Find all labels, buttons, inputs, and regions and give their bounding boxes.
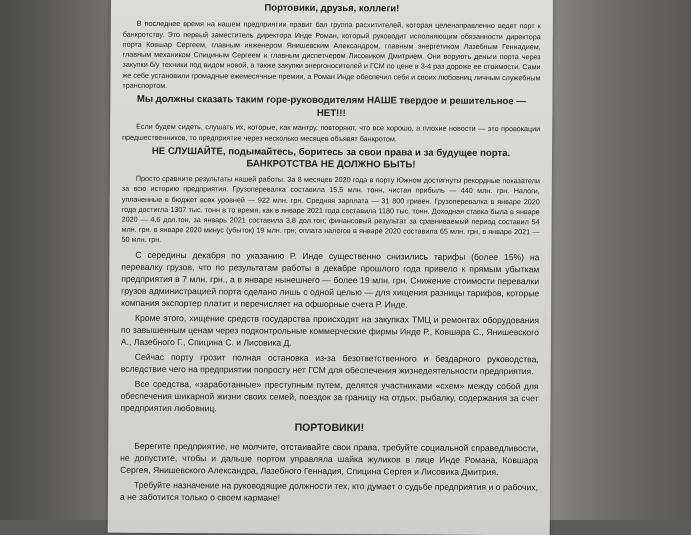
- paragraph-appeal: Берегите предприятие, не молчите, отстаивайте свои права, требуйте социальной справедливости, не допустите, чтобы и дальше портом управляла шайка жуликов в лице Инде Романа, Ковшара Сергея, Янишевского Александра, Лазебного Геннадия, Спицина Сергея и Лисовика Дмитрия.: [120, 440, 539, 478]
- paragraph-warning: Если будем сидеть, слушать их, которые, как мантру, повторяют, что все хорошо, а плохие новости — это провокации предшественников, то предприятие через несколько месяцев объявят банкротом.: [122, 122, 541, 143]
- heading-say-no: Мы должны сказать таким горе-руководителям НАШЕ твердое и решительное — НЕТ!!!: [136, 93, 526, 119]
- paragraph-funds: Все средства, «заработанные» преступным путем, делятся участниками «схем» между собой для обеспечения шикарной жизни своих семей, поездок за границу на отдых, рыбалку, содержания за счет предприятия любовниц.: [120, 378, 539, 414]
- leaflet-sheet: [108, 0, 553, 535]
- leaflet-title: Портовики, друзья, коллеги!: [264, 2, 400, 15]
- paragraph-stoppage: Сейчас порту грозит полная остановка из-за безответственного и бездарного руководства, вследствие чего на предприятии попросту нет ГСМ для обеспечения жизнедеятельности предприятия.: [120, 351, 539, 377]
- paragraph-procurement: Кроме этого, хищение средств государства происходят на закупках ТМЦ и ремонтах оборудования по завышенным ценам через подконтрольные коммерческие фирмы Инде Р., Ковшара С., Янишевского А., Лазебного Г., Спицина С. и Лисовика Д.: [120, 312, 540, 348]
- paragraph-results: Просто сравните результаты нашей работы. За 8 месяцев 2020 года в порту Южном достигнуты рекордные показатели за всю историю предприятия. Грузоперевалка составила 15,5 млн. тонн, чистая прибыль — 440 млн. грн. Налоги, уплаченные в бюджет всех уровней — 922 млн. грн. Средняя зарплата — 31 800 гривен. Грузоперевалка в январе 2020 года достигла 1307 тыс. тонн в то время, как в январе 2021 года составила 1180 тыс. тонн. Доходная ставка была в январе 2020 — 4,6 дол.тон, за январь 2021 составила 3,8 дол.тон; финансовый результат за сравниваемый период составил 54 млн. грн. в январе 2020 минус (убыток) 19 млн. грн; оплата налогов в январе 2020 составила 65 млн. грн, в январе 2021 — 50 млн. грн.: [121, 173, 540, 245]
- paragraph-demand: Требуйте назначение на руководящие должности тех, кто думает о судьбе предприятия и о рабочих, а не заботится только о своем кармане!: [119, 479, 539, 503]
- paragraph-tariffs: С середины декабря по указанию Р. Инде существенно снизились тарифы (более 15%) на перевалку грузов, что по результатам работы в декабре прошлого года привело к прямым убыткам предприятия в 7 млн. грн., а в январе нынешнего — более 19 млн. грн. Снижение стоимости перевалки грузов администрацией порта сделано лишь с одной целью — для хищения разницы тарифов, которые компания экспортер платит и перечисляет на офшорные счета Р. Инде.: [121, 249, 540, 310]
- heading-port-workers: ПОРТОВИКИ!: [294, 421, 365, 435]
- heading-dont-listen: НЕ СЛУШАЙТЕ, подымайтесь, боритесь за свои права и за будущее порта. БАНКРОТСТВА НЕ ДОЛЖНО БЫТЬ!: [151, 145, 511, 171]
- paragraph-accusation: В последнее время на нашем предприятии правит бал группа расхитителей, которая целенаправленно ведет порт к банкротству. Это первый заместитель директора Инде Роман, который руководит исполняющим обязанности директора порта Ковшар Сергеем, главным инженером Янишевским Александром, главным энергетиком Лазебным Геннадием, главным механиком Спициным Сергеем и главным диспетчером Лисовиком Дмитрием. Они ворують деньги порта через закупки б/у техники под видом новой, а также закупки энергоносителей и ГСМ по цене в 3-4 раз дороже ее стоимости. Сами же себе установили громадные ежемесячные премии, а Роман Инде обеспечил себя и своих любовниц личным служебным транспортом.: [122, 19, 541, 90]
- background-right: [541, 0, 691, 520]
